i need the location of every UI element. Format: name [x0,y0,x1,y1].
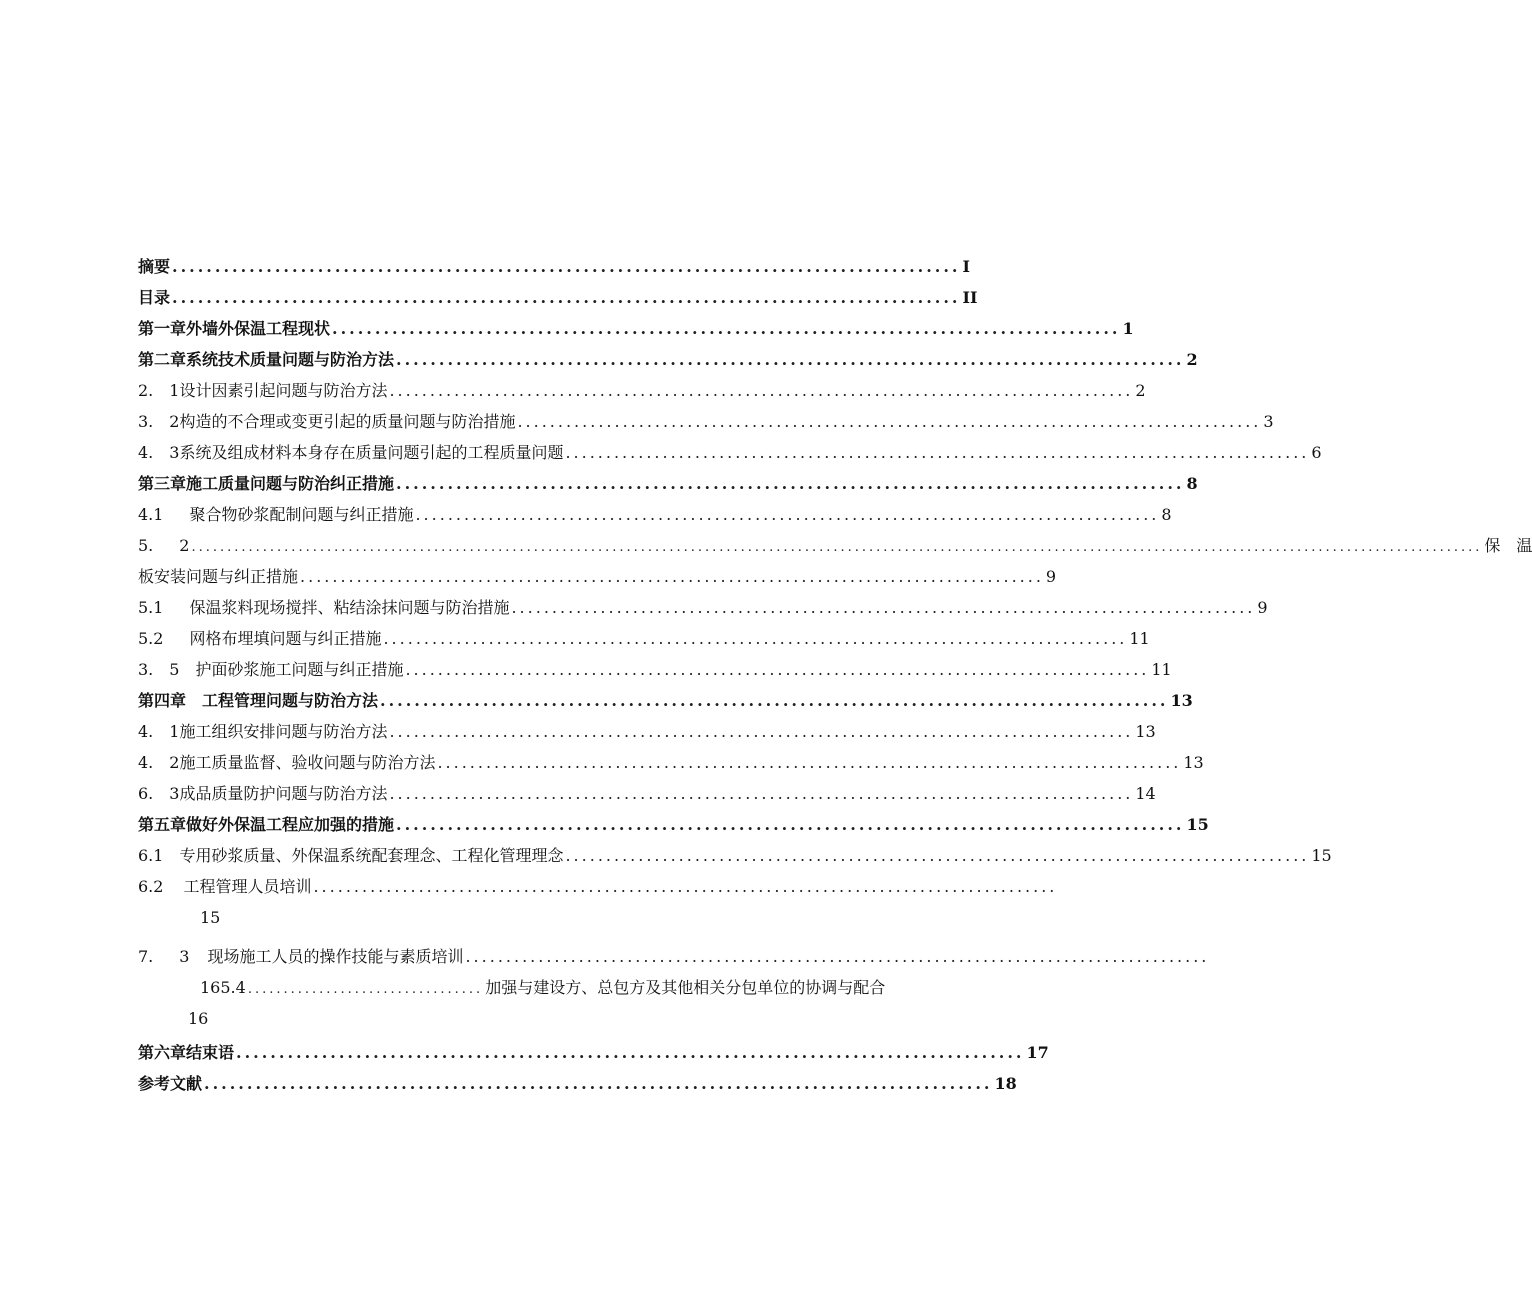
toc-number: 7. [138,947,154,966]
toc-label: 目录 [138,288,171,307]
toc-page: 2 [1186,350,1198,369]
toc-entry-chapter-3[interactable] [138,471,1198,497]
toc-page: 11 [1151,660,1172,679]
toc-entry-5-2[interactable] [138,533,1532,559]
leader-dots: ..................................................................................................................................................................................... [191,540,1483,555]
toc-number-sub: 3 [179,947,190,966]
toc-page: 6 [1311,443,1322,462]
toc-label: 板安装问题与纠正措施 [138,567,299,586]
toc-page: I [962,257,970,276]
toc-entry-6-2-page [200,905,260,931]
toc-page: II [962,288,978,307]
toc-entry-3-5[interactable] [138,657,1172,683]
leader-dots: ................................. [247,982,484,997]
toc-entry-chapter-5[interactable] [138,812,1209,838]
toc-label: 参考文献 [138,1074,203,1093]
toc-page: 15 [200,908,221,927]
toc-page: 8 [1161,505,1172,524]
leader-dots: ............................................................................................ [172,257,961,276]
toc-page: 13 [1183,753,1204,772]
leader-dots: ............................................................................................ [389,722,1134,741]
toc-entry-chapter-2[interactable] [138,347,1198,373]
toc-entry-references[interactable] [138,1071,1017,1097]
toc-label: 工程管理人员培训 [183,877,312,896]
toc-entry-5-2b[interactable] [138,626,1150,652]
toc-entry-chapter-6[interactable] [138,1040,1049,1066]
toc-entry-5-4-page [188,1006,248,1032]
toc-label: 第四章 工程管理问题与防治方法 [138,691,379,710]
toc-number: 4.1 [138,505,164,524]
toc-entry-5-1[interactable] [138,595,1268,621]
leader-dots: ............................................................................................ [405,660,1150,679]
leader-dots: ............................................................................................ [313,877,1058,896]
toc-page: 11 [1129,629,1150,648]
toc-label: 3. 5 护面砂浆施工问题与纠正措施 [138,660,404,679]
toc-number-sub: 2 [179,536,190,555]
toc-label: 现场施工人员的操作技能与素质培训 [207,947,464,966]
leader-dots: ............................................................................................ [465,947,1210,966]
toc-entry-4-2[interactable] [138,750,1204,776]
toc-number: 6.2 [138,877,164,896]
toc-page: 17 [1026,1043,1049,1062]
toc-entry-chapter-4[interactable] [138,688,1193,714]
toc-label: 第六章结束语 [138,1043,235,1062]
leader-dots: ............................................................................................ [389,381,1134,400]
toc-label: 加强与建设方、总包方及其他相关分包单位的协调与配合 [485,978,886,997]
toc-page: 16 [188,1009,209,1028]
toc-page: 14 [1135,784,1156,803]
toc-page: 2 [1135,381,1146,400]
toc-entry-6-3[interactable] [138,781,1156,807]
toc-entry-4-1b[interactable] [138,719,1156,745]
leader-dots: ............................................................................................ [204,1074,993,1093]
toc-entry-contents[interactable] [138,285,978,311]
toc-number: 6.1 [138,846,164,865]
toc-entry-abstract[interactable] [138,254,970,280]
toc-label: 4. 3系统及组成材料本身存在质量问题引起的工程质量问题 [138,443,564,462]
leader-dots: ............................................................................................ [332,319,1121,338]
toc-label: 保温浆料现场搅拌、粘结涂抹问题与防治措施 [189,598,510,617]
toc-entry-4-1[interactable] [138,502,1172,528]
toc-entry-2-1[interactable] [138,378,1146,404]
toc-label-tail: 保 温 [1484,536,1532,555]
toc-number: 165.4 [200,978,246,997]
toc-label: 摘要 [138,257,171,276]
toc-entry-5-4[interactable] [200,975,886,1001]
leader-dots: ............................................................................................ [396,474,1185,493]
toc-label: 4. 1施工组织安排问题与防治方法 [138,722,388,741]
leader-dots: ............................................................................................ [236,1043,1025,1062]
leader-dots: ............................................................................................ [396,350,1185,369]
toc-label: 2. 1设计因素引起问题与防治方法 [138,381,388,400]
toc-entry-3-2[interactable] [138,409,1274,435]
toc-page: 18 [994,1074,1017,1093]
leader-dots: ............................................................................................ [380,691,1169,710]
leader-dots: ............................................................................................ [565,846,1310,865]
toc-entry-chapter-1[interactable] [138,316,1134,342]
leader-dots: ............................................................................................ [172,288,961,307]
leader-dots: ............................................................................................ [415,505,1160,524]
toc-page: 13 [1170,691,1193,710]
toc-label: 网格布埋填问题与纠正措施 [189,629,382,648]
toc-entry-6-1[interactable] [138,843,1332,869]
leader-dots: ............................................................................................ [389,784,1134,803]
toc-page: 9 [1257,598,1268,617]
toc-label: 第二章系统技术质量问题与防治方法 [138,350,395,369]
leader-dots: ............................................................................................ [396,815,1185,834]
toc-page: 3 [1263,412,1274,431]
toc-entry-7-3[interactable] [138,944,1210,970]
toc-entry-5-2-cont[interactable] [138,564,1057,590]
toc-page: 9 [1045,567,1057,586]
toc-entry-6-2[interactable] [138,874,1058,900]
toc-label: 3. 2构造的不合理或变更引起的质量问题与防治措施 [138,412,516,431]
toc-label: 专用砂浆质量、外保温系统配套理念、工程化管理理念 [179,846,564,865]
leader-dots: ............................................................................................ [517,412,1262,431]
toc-label: 聚合物砂浆配制问题与纠正措施 [189,505,414,524]
toc-page: 15 [1186,815,1209,834]
toc-label: 第一章外墙外保温工程现状 [138,319,331,338]
toc-label: 4. 2施工质量监督、验收问题与防治方法 [138,753,436,772]
toc-number: 5.1 [138,598,164,617]
leader-dots: ............................................................................................ [437,753,1182,772]
toc-label: 第三章施工质量问题与防治纠正措施 [138,474,395,493]
leader-dots: ............................................................................................ [511,598,1256,617]
toc-label: 第五章做好外保温工程应加强的措施 [138,815,395,834]
leader-dots: ............................................................................................ [300,567,1044,586]
toc-page: 1 [1122,319,1134,338]
leader-dots: ............................................................................................ [565,443,1310,462]
toc-page: 15 [1311,846,1332,865]
toc-page: 8 [1186,474,1198,493]
toc-label: 6. 3成品质量防护问题与防治方法 [138,784,388,803]
leader-dots: ............................................................................................ [383,629,1128,648]
toc-number: 5. [138,536,154,555]
toc-number: 5.2 [138,629,164,648]
toc-page: 13 [1135,722,1156,741]
toc-entry-4-3[interactable] [138,440,1322,466]
